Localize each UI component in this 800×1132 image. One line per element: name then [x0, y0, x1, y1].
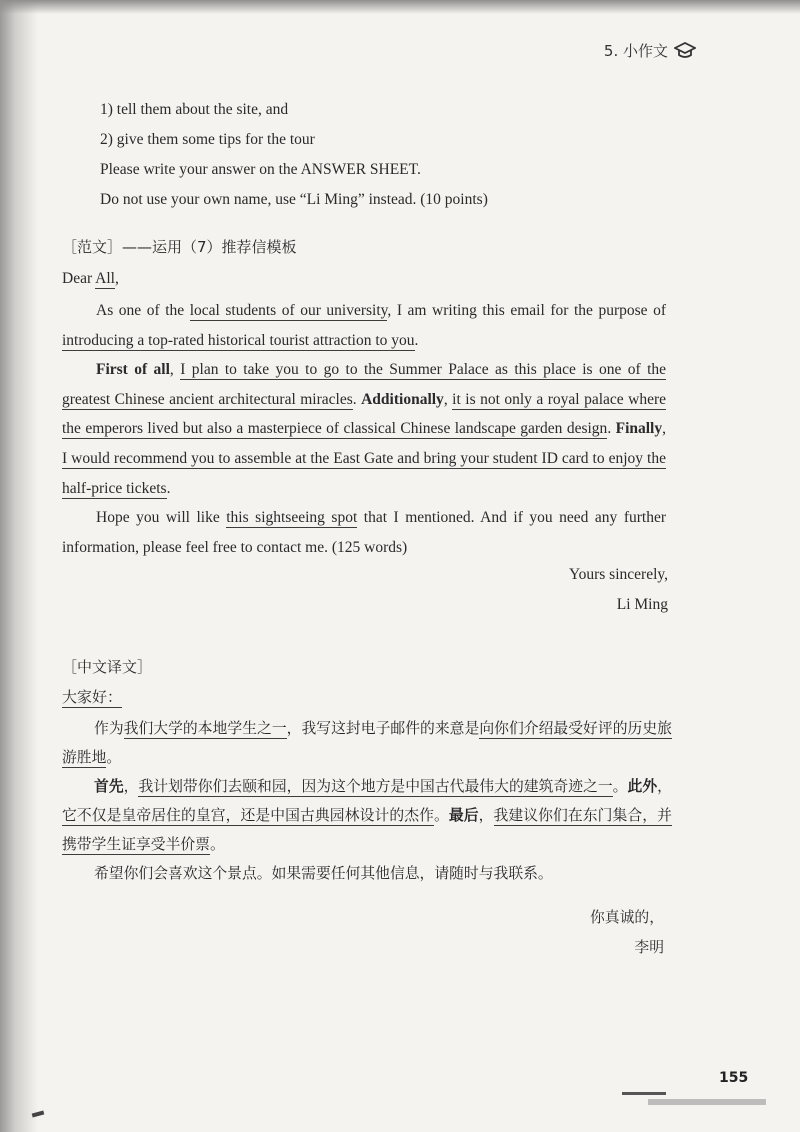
section-title: 5. 小作文: [603, 42, 668, 60]
translation-signature: 李明: [634, 939, 664, 956]
letter-greeting: Dear All,: [62, 270, 119, 287]
greeting-name: All: [95, 270, 115, 287]
translation-body: [62, 714, 672, 888]
instruction-line-2: 2) give them some tips for the tour: [100, 131, 315, 148]
translation-paragraph-1: 作为我们大学的本地学生之一，我写这封电子邮件的来意是向你们介绍最受好评的历史旅游胜地。: [62, 720, 672, 766]
letter-paragraph-1: As one of the local students of our university, I am writing this email for the purpose of introducing a top-rated historical tourist attraction to you.: [62, 302, 666, 349]
translation-closing: 你真诚的，: [590, 909, 664, 926]
model-essay-header: ［范文］——运用（7）推荐信模板: [62, 238, 297, 256]
graduation-cap-icon: [674, 42, 696, 60]
instruction-line-4: Do not use your own name, use “Li Ming” instead. (10 points): [100, 191, 488, 208]
translation-paragraph-2: 首先，我计划带你们去颐和园，因为这个地方是中国古代最伟大的建筑奇迹之一。此外，它不仅是皇帝居住的皇宫，还是中国古典园林设计的杰作。最后，我建议你们在东门集合，并携带学生证享受半价票。: [62, 778, 672, 853]
instruction-line-3: Please write your answer on the ANSWER SHEET.: [100, 161, 421, 178]
instruction-line-1: 1) tell them about the site, and: [100, 101, 289, 118]
letter-paragraph-2: First of all, I plan to take you to go to the Summer Palace as this place is one of the greatest Chinese ancient architectural miracles. Additionally, it is not only a royal palace where the emperors lived but also a masterpiece of classical Chinese landscape garden design. Finally, I would recommend you to assemble at the East Gate and bring your student ID card to enjoy the half-price tickets.: [62, 361, 667, 497]
footer-rule-light: [648, 1099, 766, 1105]
letter-closing: Yours sincerely,: [568, 566, 668, 583]
translation-header: ［中文译文］: [62, 658, 153, 676]
binding-shadow: [0, 0, 38, 1132]
translation-greeting: 大家好：: [62, 688, 123, 706]
letter-signature: Li Ming: [616, 596, 668, 613]
top-edge-shadow: [0, 0, 800, 14]
page-number: 155: [719, 1070, 749, 1086]
letter-body: [62, 296, 666, 562]
footer-rule-dark: [622, 1092, 666, 1095]
section-header: [604, 40, 696, 61]
letter-paragraph-3: Hope you will like this sightseeing spot that I mentioned. And if you need any further information, please feel free to contact me. (125 words): [62, 509, 666, 556]
translation-paragraph-3: 希望你们会喜欢这个景点。如果需要任何其他信息，请随时与我联系。: [94, 865, 553, 882]
